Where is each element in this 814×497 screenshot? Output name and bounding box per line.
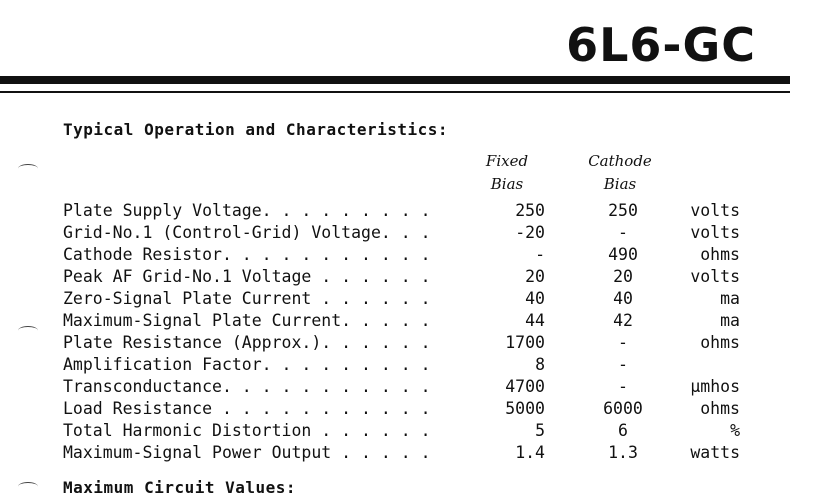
cathode-bias-value: 42 [613, 311, 633, 330]
cathode-bias-value: - [618, 333, 628, 352]
table-row [63, 354, 763, 376]
fixed-bias-value: 5000 [505, 399, 545, 418]
unit-label: ohms [700, 333, 740, 352]
table-row [63, 332, 763, 354]
row-label: Load Resistance . . . . . . . . . . . [63, 399, 431, 418]
table-row [63, 376, 763, 398]
row-label: Transconductance. . . . . . . . . . . [63, 377, 431, 396]
fixed-bias-value: - [535, 245, 545, 264]
fixed-bias-value: 1700 [505, 333, 545, 352]
column-header-line: Cathode [588, 152, 652, 170]
row-label: Maximum-Signal Plate Current. . . . . [63, 311, 431, 330]
row-label: Amplification Factor. . . . . . . . . [63, 355, 431, 374]
table-row [63, 222, 763, 244]
row-label: Cathode Resistor. . . . . . . . . . . [63, 245, 431, 264]
fixed-bias-value: 20 [525, 267, 545, 286]
margin-mark [18, 164, 38, 173]
table-row [63, 398, 763, 420]
fixed-bias-value: -20 [515, 223, 545, 242]
row-label: Plate Resistance (Approx.). . . . . . [63, 333, 431, 352]
unit-label: ma [720, 289, 740, 308]
table-row [63, 288, 763, 310]
header-rule-thick [0, 76, 790, 84]
table-row [63, 200, 763, 222]
row-label: Plate Supply Voltage. . . . . . . . . [63, 201, 431, 220]
column-header-line: Fixed [485, 152, 529, 170]
cathode-bias-value: 490 [608, 245, 638, 264]
header-rule-thin [0, 91, 790, 93]
cathode-bias-value: 6 [618, 421, 628, 440]
cathode-bias-value: 6000 [603, 399, 643, 418]
table-row [63, 244, 763, 266]
cathode-bias-value: - [618, 377, 628, 396]
cathode-bias-value: - [618, 355, 628, 374]
fixed-bias-value: 40 [525, 289, 545, 308]
unit-label: ma [720, 311, 740, 330]
row-label: Grid-No.1 (Control-Grid) Voltage. . . [63, 223, 431, 242]
table-row [63, 442, 763, 464]
fixed-bias-value: 8 [535, 355, 545, 374]
unit-label: ohms [700, 245, 740, 264]
unit-label: μmhos [690, 377, 740, 396]
fixed-bias-value: 250 [515, 201, 545, 220]
unit-label: ohms [700, 399, 740, 418]
unit-label: volts [690, 201, 740, 220]
section-title-maximum-circuit-values: Maximum Circuit Values: [63, 478, 297, 497]
cathode-bias-value: - [618, 223, 628, 242]
row-label: Total Harmonic Distortion . . . . . . [63, 421, 431, 440]
unit-label: volts [690, 223, 740, 242]
table-row [63, 420, 763, 442]
fixed-bias-value: 1.4 [515, 443, 545, 462]
row-label: Zero-Signal Plate Current . . . . . . [63, 289, 431, 308]
table-row [63, 266, 763, 288]
cathode-bias-value: 250 [608, 201, 638, 220]
margin-mark [18, 326, 38, 335]
cathode-bias-value: 1.3 [608, 443, 638, 462]
cathode-bias-value: 40 [613, 289, 633, 308]
column-header-fixed-bias [475, 150, 539, 196]
column-header-line: Bias [603, 175, 637, 193]
margin-mark [18, 482, 38, 491]
fixed-bias-value: 5 [535, 421, 545, 440]
row-label: Peak AF Grid-No.1 Voltage . . . . . . [63, 267, 431, 286]
cathode-bias-value: 20 [613, 267, 633, 286]
column-header-cathode-bias [578, 150, 662, 196]
section-title-typical: Typical Operation and Characteristics: [63, 120, 449, 139]
unit-label: volts [690, 267, 740, 286]
table-row [63, 310, 763, 332]
unit-label: % [730, 421, 740, 440]
unit-label: watts [690, 443, 740, 462]
row-label: Maximum-Signal Power Output . . . . . [63, 443, 431, 462]
fixed-bias-value: 4700 [505, 377, 545, 396]
fixed-bias-value: 44 [525, 311, 545, 330]
tube-type-title: 6L6-GC [566, 18, 756, 72]
column-header-line: Bias [490, 175, 524, 193]
